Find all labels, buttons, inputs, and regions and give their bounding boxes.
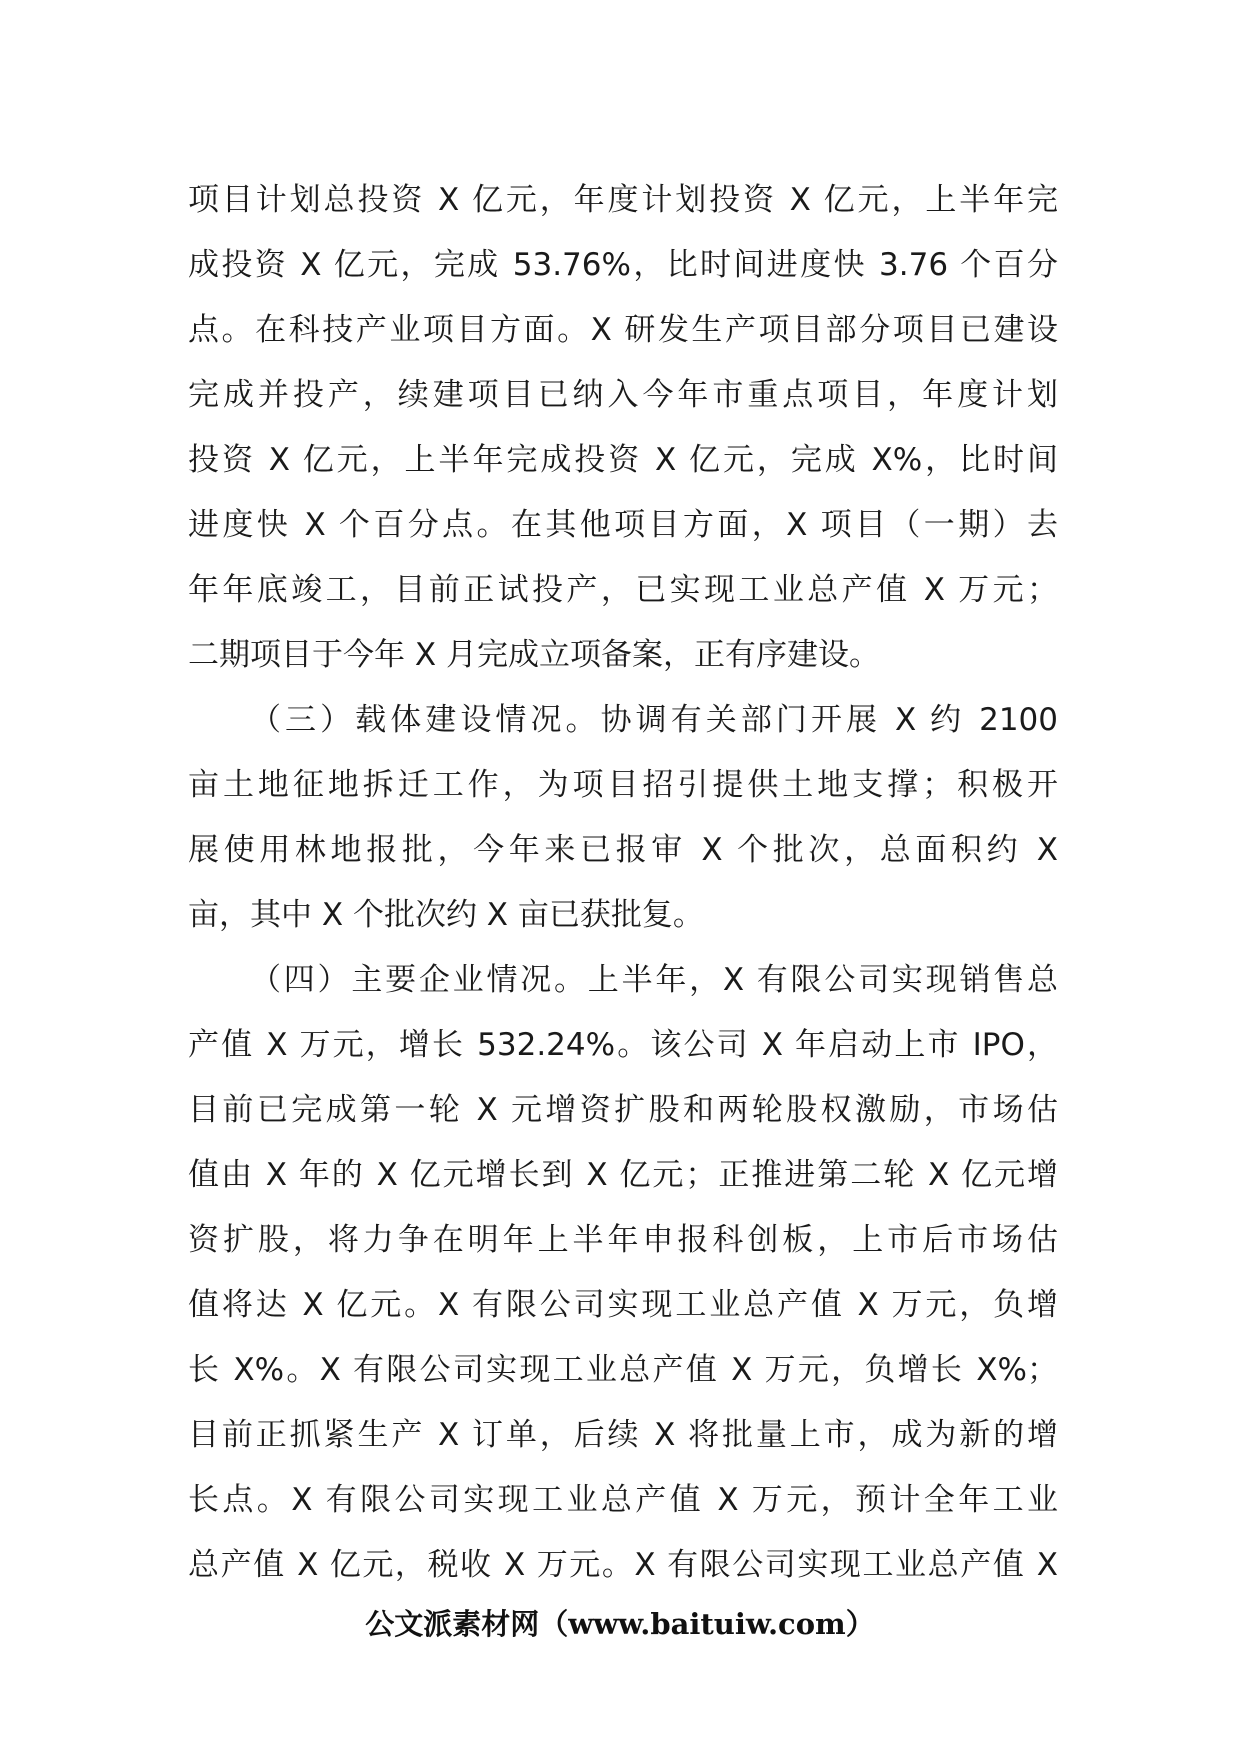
text-line: 完成并投产，续建项目已纳入今年市重点项目，年度计划: [188, 377, 1058, 413]
text-line: 值由 X 年的 X 亿元增长到 X 亿元；正推进第二轮 X 亿元增: [188, 1157, 1058, 1193]
text-line: 二期项目于今年 X 月完成立项备案，正有序建设。: [188, 637, 880, 673]
text-line: 项目计划总投资 X 亿元，年度计划投资 X 亿元，上半年完: [188, 182, 1058, 218]
text-line: 年年底竣工，目前正试投产，已实现工业总产值 X 万元；: [188, 572, 1058, 608]
section-heading-line: （三）载体建设情况。协调有关部门开展 X 约 2100: [250, 702, 1058, 738]
text-line: 产值 X 万元，增长 532.24%。该公司 X 年启动上市 IPO，: [188, 1027, 1058, 1063]
text-line: 投资 X 亿元，上半年完成投资 X 亿元，完成 X%，比时间: [188, 442, 1058, 478]
section-heading-line: （四）主要企业情况。上半年，X 有限公司实现销售总: [250, 962, 1058, 998]
text-line: 成投资 X 亿元，完成 53.76%，比时间进度快 3.76 个百分: [188, 247, 1058, 283]
text-line: 长 X%。X 有限公司实现工业总产值 X 万元，负增长 X%；: [188, 1352, 1058, 1388]
text-line: 总产值 X 亿元，税收 X 万元。X 有限公司实现工业总产值 X: [188, 1547, 1058, 1583]
text-line: 资扩股，将力争在明年上半年申报科创板，上市后市场估: [188, 1222, 1058, 1258]
text-line: 点。在科技产业项目方面。X 研发生产项目部分项目已建设: [188, 312, 1058, 348]
text-line: 值将达 X 亿元。X 有限公司实现工业总产值 X 万元，负增: [188, 1287, 1058, 1323]
text-line: 长点。X 有限公司实现工业总产值 X 万元，预计全年工业: [188, 1482, 1058, 1518]
text-line: 进度快 X 个百分点。在其他项目方面，X 项目（一期）去: [188, 507, 1058, 543]
footer-watermark: 公文派素材网（www.baituiw.com）: [365, 1607, 875, 1641]
text-line: 展使用林地报批，今年来已报审 X 个批次，总面积约 X: [188, 832, 1058, 868]
text-line: 目前正抓紧生产 X 订单，后续 X 将批量上市，成为新的增: [188, 1417, 1058, 1453]
text-line: 目前已完成第一轮 X 元增资扩股和两轮股权激励，市场估: [188, 1092, 1058, 1128]
document-body: [188, 168, 1058, 1598]
text-line: 亩，其中 X 个批次约 X 亩已获批复。: [188, 897, 704, 933]
text-line: 亩土地征地拆迁工作，为项目招引提供土地支撑；积极开: [188, 767, 1058, 803]
